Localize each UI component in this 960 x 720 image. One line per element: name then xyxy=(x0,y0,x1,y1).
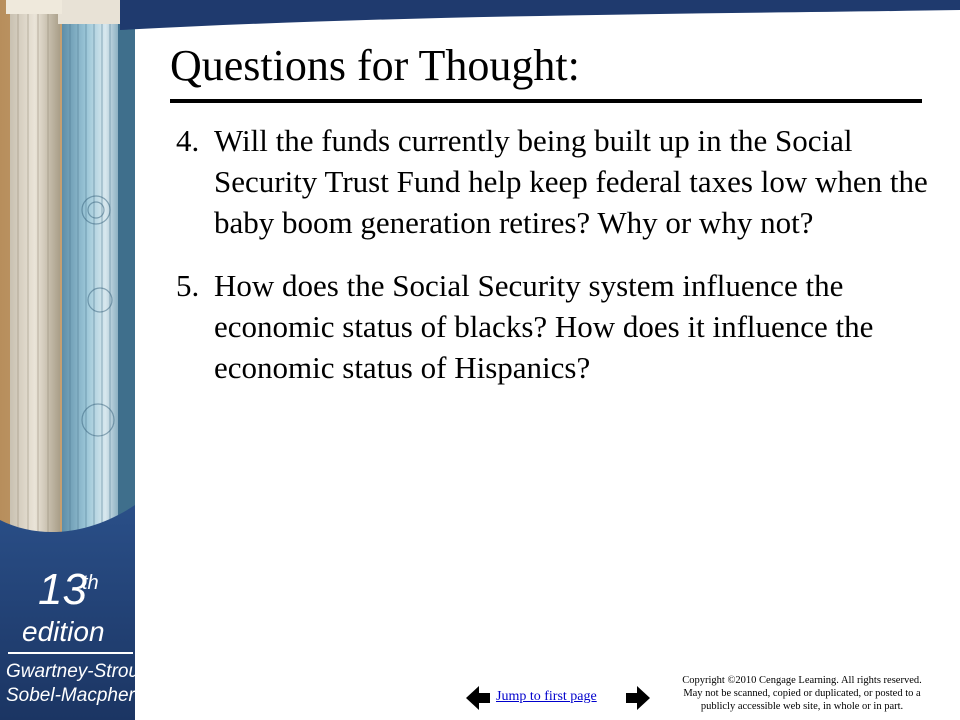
top-banner xyxy=(120,0,960,30)
edition-label: edition xyxy=(22,616,105,647)
edition-divider xyxy=(8,652,133,654)
authors-line-2: Sobel-Macpherson xyxy=(6,685,166,706)
jump-to-first-page-link[interactable]: Jump to first page xyxy=(496,689,597,704)
authors xyxy=(6,660,165,708)
right-arrow-icon[interactable] xyxy=(624,683,652,713)
copyright-notice xyxy=(652,674,952,713)
authors-line-1: Gwartney-Stroup xyxy=(6,661,150,682)
question-item xyxy=(172,265,932,388)
edition-suffix: th xyxy=(82,572,99,594)
copyright-line-2: May not be scanned, copied or duplicated, or posted to a xyxy=(683,688,921,699)
left-arrow-icon[interactable] xyxy=(464,683,492,713)
question-number: 5. xyxy=(176,268,200,303)
question-text: How does the Social Security system influence the economic status of blacks? How does it influence the economic status of Hispanics? xyxy=(214,268,874,385)
question-number: 4. xyxy=(176,123,200,158)
question-text: Will the funds currently being built up in the Social Security Trust Fund help keep federal taxes low when the baby boom generation retires? Why or why not? xyxy=(214,123,928,240)
copyright-line-3: publicly accessible web site, in whole or in part. xyxy=(700,701,904,712)
slide-title: Questions for Thought: xyxy=(170,41,580,90)
questions-list xyxy=(172,120,932,410)
title-underline xyxy=(170,99,922,103)
edition-number: 13 xyxy=(38,565,87,614)
question-item xyxy=(172,120,932,243)
copyright-line-1: Copyright ©2010 Cengage Learning. All rights reserved. xyxy=(682,675,922,686)
